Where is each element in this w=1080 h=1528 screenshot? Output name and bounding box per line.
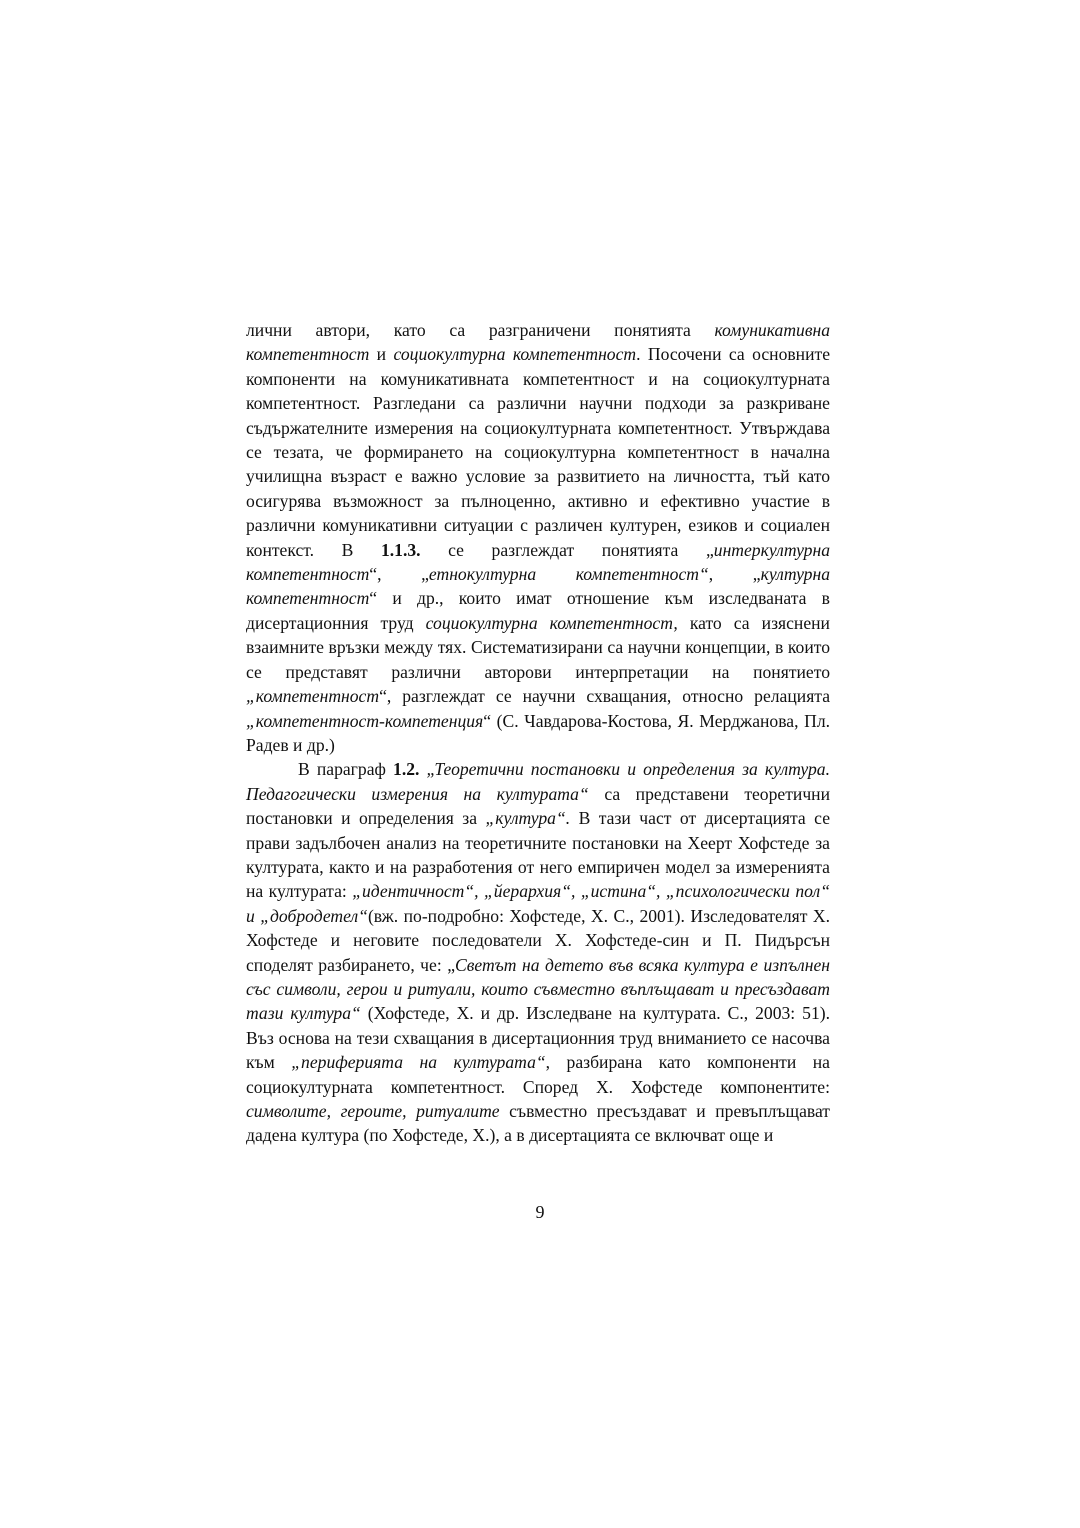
text-run	[419, 759, 426, 779]
bold-run: 1.1.3.	[380, 539, 421, 560]
text-run: лични автори, като са разграничени понятията	[246, 320, 715, 340]
text-run: и	[369, 344, 394, 365]
italic-run: социокултурна компетентност,	[425, 612, 678, 633]
text-run: (вж. по-подробно: Хофстеде, Х. С., 2001). Изследователят Х. Хофстеде и неговите последователи Х. Хофстеде-син и П. Пидърсън споделят разбирането, че: „	[246, 905, 830, 975]
text-run: като са изяснени взаимните връзки между тях. Систематизирани са научни концепции, в които се представят различни авторови интерпретации на понятието	[246, 612, 830, 682]
bold-run: 1.2.	[393, 759, 420, 780]
page-number: 9	[535, 1202, 545, 1222]
italic-run: „идентичност“, „йерархия“, „истина“, „психологически пол“ и „добродетел“	[246, 881, 830, 926]
paragraph	[246, 757, 830, 1148]
text-run: “, разглеждат се научни схващания, относно релацията	[379, 686, 830, 707]
text-run: , „	[708, 564, 761, 585]
text-run: “ (С. Чавдарова-Костова, Я. Мерджанова, Пл. Радев и др.)	[246, 710, 830, 755]
italic-run: „периферията на културата“	[291, 1052, 546, 1073]
italic-run: символите, героите, ритуалите	[246, 1101, 500, 1121]
text-run: В тази част от дисертацията се прави задълбочен анализ на теоретичните постановки на Хеерт Хофстеде за културата, както и на разработения от него емпиричен модел за измеренията на културата:	[246, 808, 830, 902]
italic-run: етнокултурна компетентност“	[428, 564, 709, 585]
text-run: . Посочени са основните компоненти на комуникативната компетентност и на социокултурната компетентност. Разгледани са различни научни подходи за разкриване съдържателните измерения на социокултурната компетентност. Утвърждава се тезата, че формирането на социокултурна компетентност в начална училищна възраст е важно условие за развитието на личността, тъй като осигурява възможност за пълноценно, активно и ефективно участие в различни комуникативни ситуации с различен културен, езиков и социален контекст. В	[246, 344, 830, 560]
italic-run: интеркултурна компетентност	[246, 539, 831, 585]
italic-run: културна компетентност	[246, 564, 830, 609]
italic-run: „компетентност	[246, 686, 380, 707]
italic-run: „Теоретични постановки и определения за култура. Педагогически измерения на културата“	[246, 759, 830, 804]
text-run: съвместно пресъздават и превъплъщават дадена култура (по Хофстеде, Х.), а в дисертацията се включват още и	[246, 1101, 830, 1146]
text-run: “ и др., които имат отношение към изследваната в дисертационния труд	[246, 588, 830, 633]
paragraph	[246, 318, 830, 757]
text-run: “, „	[369, 564, 429, 585]
italic-run: „компетентност-компетенция	[246, 710, 484, 731]
body-text	[246, 318, 830, 1148]
italic-run: „култура“.	[485, 808, 571, 829]
italic-run: Светът на детето във всяка култура е изпълнен със символи, герои и ритуали, които съвместно въплъщават и пресъздават тази култура“	[246, 954, 830, 1024]
italic-run: социокултурна компетентност	[393, 344, 637, 365]
text-run: В параграф	[298, 759, 394, 780]
italic-run: комуникативна компетентност	[246, 320, 830, 365]
text-run: се разглеждат понятията „	[420, 539, 714, 560]
text-run: са представени теоретични постановки и определения за	[246, 783, 830, 829]
text-run: , разбирана като компоненти на социокултурната компетентност. Според Х. Хофстеде компонентите:	[246, 1052, 830, 1097]
text-run: (Хофстеде, Х. и др. Изследване на културата. С., 2003: 51). Въз основа на тези схващания в дисертационния труд вниманието се насочва към	[246, 1003, 830, 1073]
